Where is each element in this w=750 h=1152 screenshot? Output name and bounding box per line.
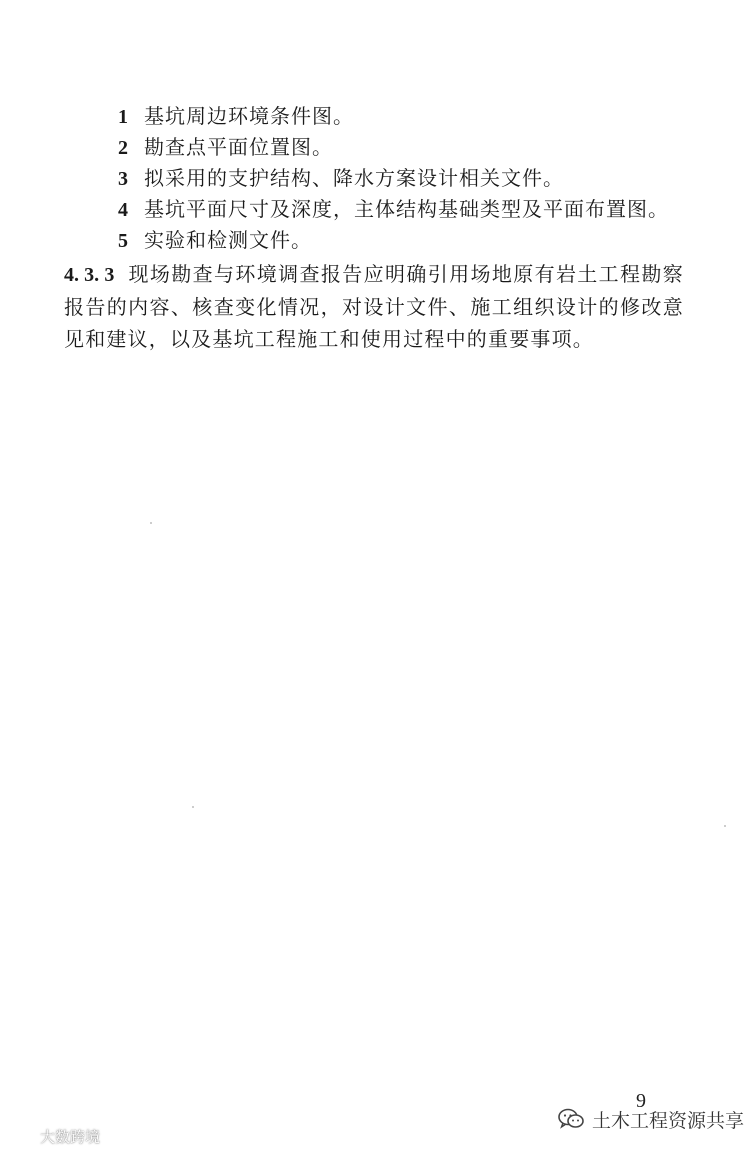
list-item bbox=[64, 163, 684, 194]
list-item bbox=[64, 132, 684, 163]
watermark-right-text: 土木工程资源共享 bbox=[592, 1109, 745, 1132]
list-item-number: 5 bbox=[118, 230, 128, 252]
watermark-left-text: 大数跨境 bbox=[40, 1127, 101, 1146]
scan-speck bbox=[192, 806, 194, 808]
clause-paragraph bbox=[64, 258, 684, 355]
list-item-number: 2 bbox=[118, 137, 128, 159]
watermark-right bbox=[556, 1101, 744, 1137]
list-item-text: 基坑周边环境条件图。 bbox=[144, 104, 354, 128]
list-item-number: 3 bbox=[118, 168, 128, 190]
page-number: 9 bbox=[636, 1090, 646, 1112]
list-item-text: 勘查点平面位置图。 bbox=[144, 135, 333, 159]
scan-speck bbox=[724, 825, 726, 827]
list-item bbox=[64, 225, 684, 256]
list-item-text: 基坑平面尺寸及深度，主体结构基础类型及平面布置图。 bbox=[144, 197, 669, 221]
clause-number: 4. 3. 3 bbox=[64, 264, 115, 286]
page-body bbox=[64, 101, 684, 375]
list-item bbox=[64, 101, 684, 132]
list-item-text: 拟采用的支护结构、降水方案设计相关文件。 bbox=[144, 166, 564, 190]
clause-text: 现场勘查与环境调查报告应明确引用场地原有岩土工程勘察报告的内容、核查变化情况，对设计文件、施工组织设计的修改意见和建议，以及基坑工程施工和使用过程中的重要事项。 bbox=[64, 262, 684, 351]
watermark-left bbox=[4, 1124, 100, 1148]
scan-speck bbox=[150, 522, 152, 524]
list-item bbox=[64, 194, 684, 225]
watermark-logo-icon bbox=[4, 1127, 36, 1145]
wechat-icon bbox=[556, 1104, 586, 1134]
list-item-number: 4 bbox=[118, 199, 128, 221]
list-item-number: 1 bbox=[118, 106, 128, 128]
list-item-text: 实验和检测文件。 bbox=[144, 228, 312, 252]
